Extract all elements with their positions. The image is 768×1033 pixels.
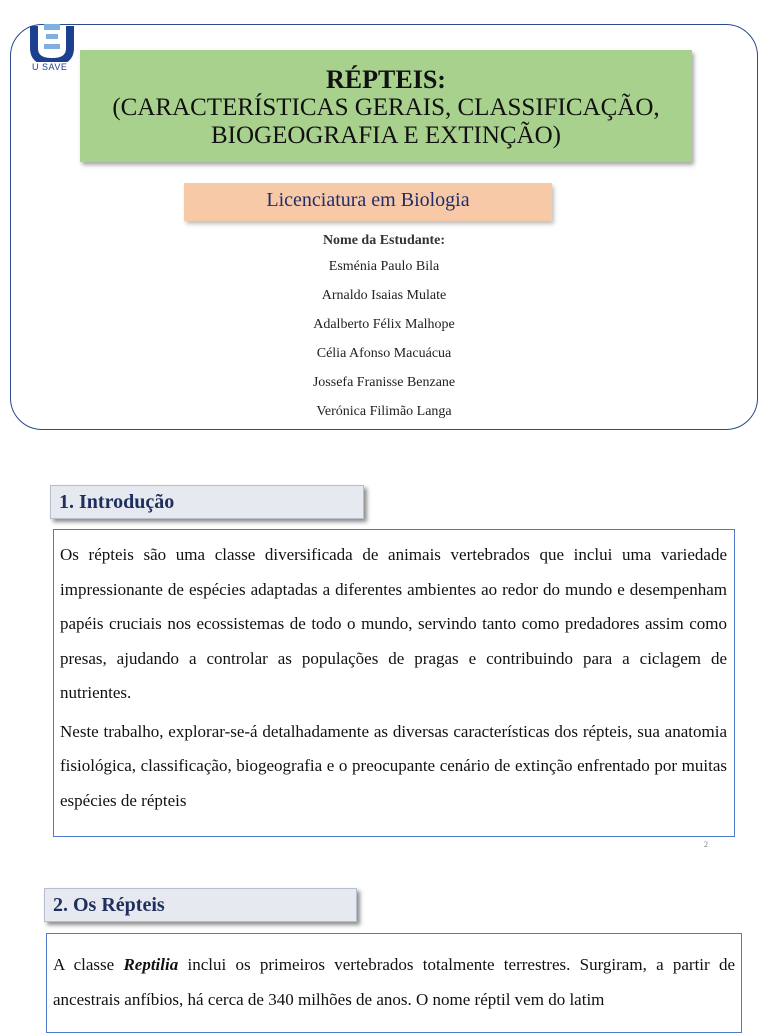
title-box [80,50,692,162]
introduction-text-box [53,529,735,837]
section-heading-repteis: 2. Os Répteis [44,888,357,922]
student-name: Arnaldo Isaias Mulate [321,288,447,303]
title-subtitle-line1: (CARACTERÍSTICAS GERAIS, CLASSIFICAÇÃO, [112,94,660,121]
student-name: Esménia Paulo Bila [328,259,440,274]
student-name: Adalberto Félix Malhope [313,317,455,332]
logo-text: U SAVE [32,62,68,72]
main-title: RÉPTEIS: [326,65,446,94]
students-heading: Nome da Estudante: [322,233,446,248]
student-name: Verónica Filimão Langa [316,404,452,419]
student-list [0,230,768,426]
reptilia-emphasis: Reptilia [123,955,179,974]
repteis-paragraph [53,948,735,1017]
student-name: Célia Afonso Macuácua [316,346,452,361]
repteis-text-box [46,933,742,1033]
intro-paragraph-2: Neste trabalho, explorar-se-á detalhadamente as diversas características dos répteis, sua anatomia fisiológica, classificação, biogeografia e o preocupante cenário de extinção enfrentado por muitas espécies de répteis [60,721,727,810]
repteis-text-rest: inclui os primeiros vertebrados totalmente terrestres. Surgiram, a partir de ancestrais anfíbios, há cerca de 340 milhões de anos. O nome réptil vem do latim [53,955,735,1009]
repteis-text-start: A classe [53,955,124,974]
section-heading-introduction: 1. Introdução [50,485,364,519]
student-name: Jossefa Franisse Benzane [312,375,456,390]
title-subtitle-line2: BIOGEOGRAFIA E EXTINÇÃO) [211,122,561,149]
course-label: Licenciatura em Biologia [184,183,552,221]
page-number: 2 [704,840,708,849]
intro-paragraph-1: Os répteis são uma classe diversificada de animais vertebrados que inclui uma variedade impressionante de espécies adaptadas a diferentes ambientes ao redor do mundo e desempenham papéis cruciais nos ecossistemas de todo o mundo, servindo tanto como predadores assim como presas, ajudando a controlar as populações de pragas e contribuindo para a ciclagem de nutrientes. [60,545,727,702]
